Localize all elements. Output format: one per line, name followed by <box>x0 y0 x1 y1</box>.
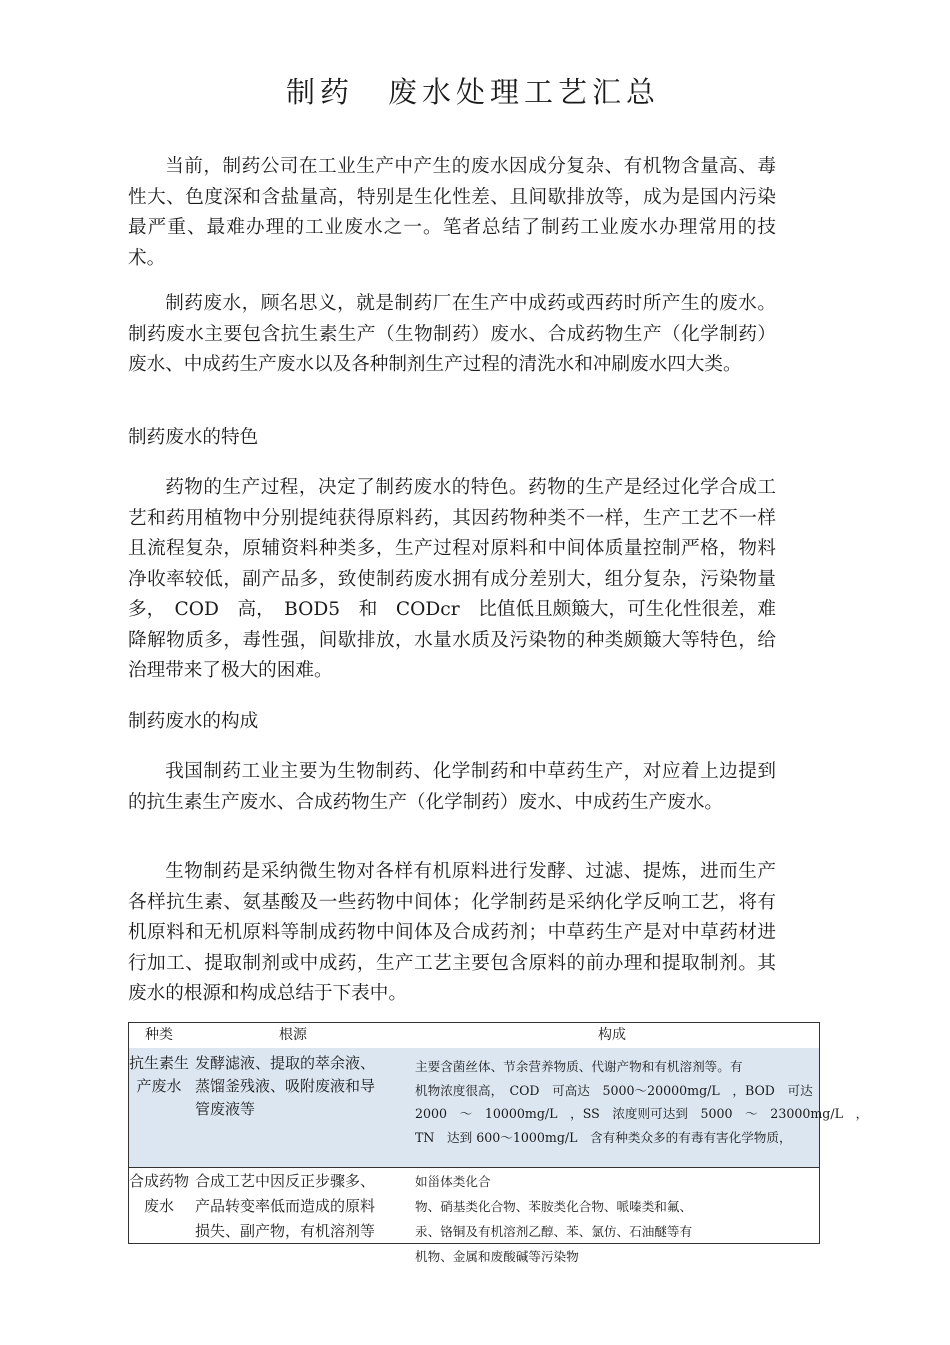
row1-category: 抗生素生产废水 <box>129 1054 190 1095</box>
paragraph-processes: 生物制药是采纳微生物对各样有机原料进行发酵、过滤、提炼，进而生产各样抗生素、氨基酸及一些药物中间体；化学制药是采纳化学反响工艺，将有机原料和无机原料等制成药物中间体及合成药剂；中草药生产是对中草药材进行加工、提取制剂或中成药，生产工艺主要包含原料的前办理和提取制剂。其废水的根源和构成总结于下表中。 <box>128 861 776 1004</box>
paragraph-intro: 当前，制药公司在工业生产中产生的废水因成分复杂、有机物含量高、毒性大、色度深和含盐量高，特别是生化性差、且间歇排放等，成为是国内污染最严重、最难办理的工业废水之一。笔者总结了制药工业废水办理常用的技术。 <box>128 156 776 269</box>
row2-composition <box>407 1169 817 1269</box>
header-source: 根源 <box>279 1027 307 1043</box>
wastewater-source-table <box>128 1022 869 1264</box>
document-title: 制药 废水处理工艺汇总 <box>285 75 660 109</box>
row1-composition-line: 2000 ～ 10000mg/L ，SS 浓度则可达到 5000 ～ 23000mg/L ， <box>415 1106 869 1121</box>
row2-source: 合成工艺中因反正步骤多、产品转变率低而造成的原料损失、副产物，有机溶剂等 <box>195 1172 376 1240</box>
row2-category: 合成药物废水 <box>129 1172 190 1215</box>
paragraph-definition: 制药废水，顾名思义，就是制药厂在生产中成药或西药时所产生的废水。制药废水主要包含抗生素生产（生物制药）废水、合成药物生产（化学制药）废水、中成药生产废水以及各种制剂生产过程的清洗水和冲刷废水四大类。 <box>128 293 776 375</box>
row1-composition-line: 主要含菌丝体、节余营养物质、代谢产物和有机溶剂等。有 <box>415 1059 743 1074</box>
header-composition: 构成 <box>598 1027 626 1043</box>
table-row-divider <box>129 1167 819 1168</box>
section-heading-composition: 制药废水的构成 <box>128 711 259 732</box>
row2-composition-line: 如甾体类化合 <box>415 1174 491 1189</box>
section-heading-characteristics: 制药废水的特色 <box>128 427 259 448</box>
row2-composition-line: 物、硝基类化合物、苯胺类化合物、哌嗪类和氟、 <box>415 1199 693 1214</box>
table-row <box>129 1169 819 1264</box>
row1-composition <box>407 1048 869 1149</box>
table-header-row <box>129 1023 819 1048</box>
row2-composition-line: 机物、金属和废酸碱等污染物 <box>415 1249 579 1264</box>
row1-composition-line: TN 达到 600～1000mg/L 含有种类众多的有毒有害化学物质， <box>415 1129 792 1145</box>
header-category: 种类 <box>145 1027 173 1043</box>
paragraph-industry: 我国制药工业主要为生物制药、化学制药和中草药生产，对应着上边提到的抗生素生产废水、合成药物生产（化学制药）废水、中成药生产废水。 <box>128 761 776 813</box>
paragraph-characteristics: 药物的生产过程，决定了制药废水的特色。药物的生产是经过化学合成工艺和药用植物中分别提纯获得原料药，其因药物种类不一样，生产工艺不一样且流程复杂，原辅资料种类多，生产过程对原料和中间体质量控制严格，物料净收率较低，副产品多，致使制药废水拥有成分差别大，组分复杂，污染物量多， COD 高， BOD5 和 CODcr 比值低且颇簸大，可生化性很差，难降解物质多，毒性强，间歇排放，水量水质及污染物的种类颇簸大等特色，给治理带来了极大的困难。 <box>128 477 776 681</box>
row2-composition-line: 汞、铬铜及有机溶剂乙醇、苯、氯仿、石油醚等有 <box>415 1224 693 1239</box>
row1-composition-line: 机物浓度很高， COD 可高达 5000～20000mg/L ，BOD 可达 <box>415 1082 813 1098</box>
row1-source: 发酵滤液、提取的萃余液、蒸馏釜残液、吸附废液和导管废液等 <box>195 1054 376 1118</box>
table-row <box>129 1048 869 1167</box>
